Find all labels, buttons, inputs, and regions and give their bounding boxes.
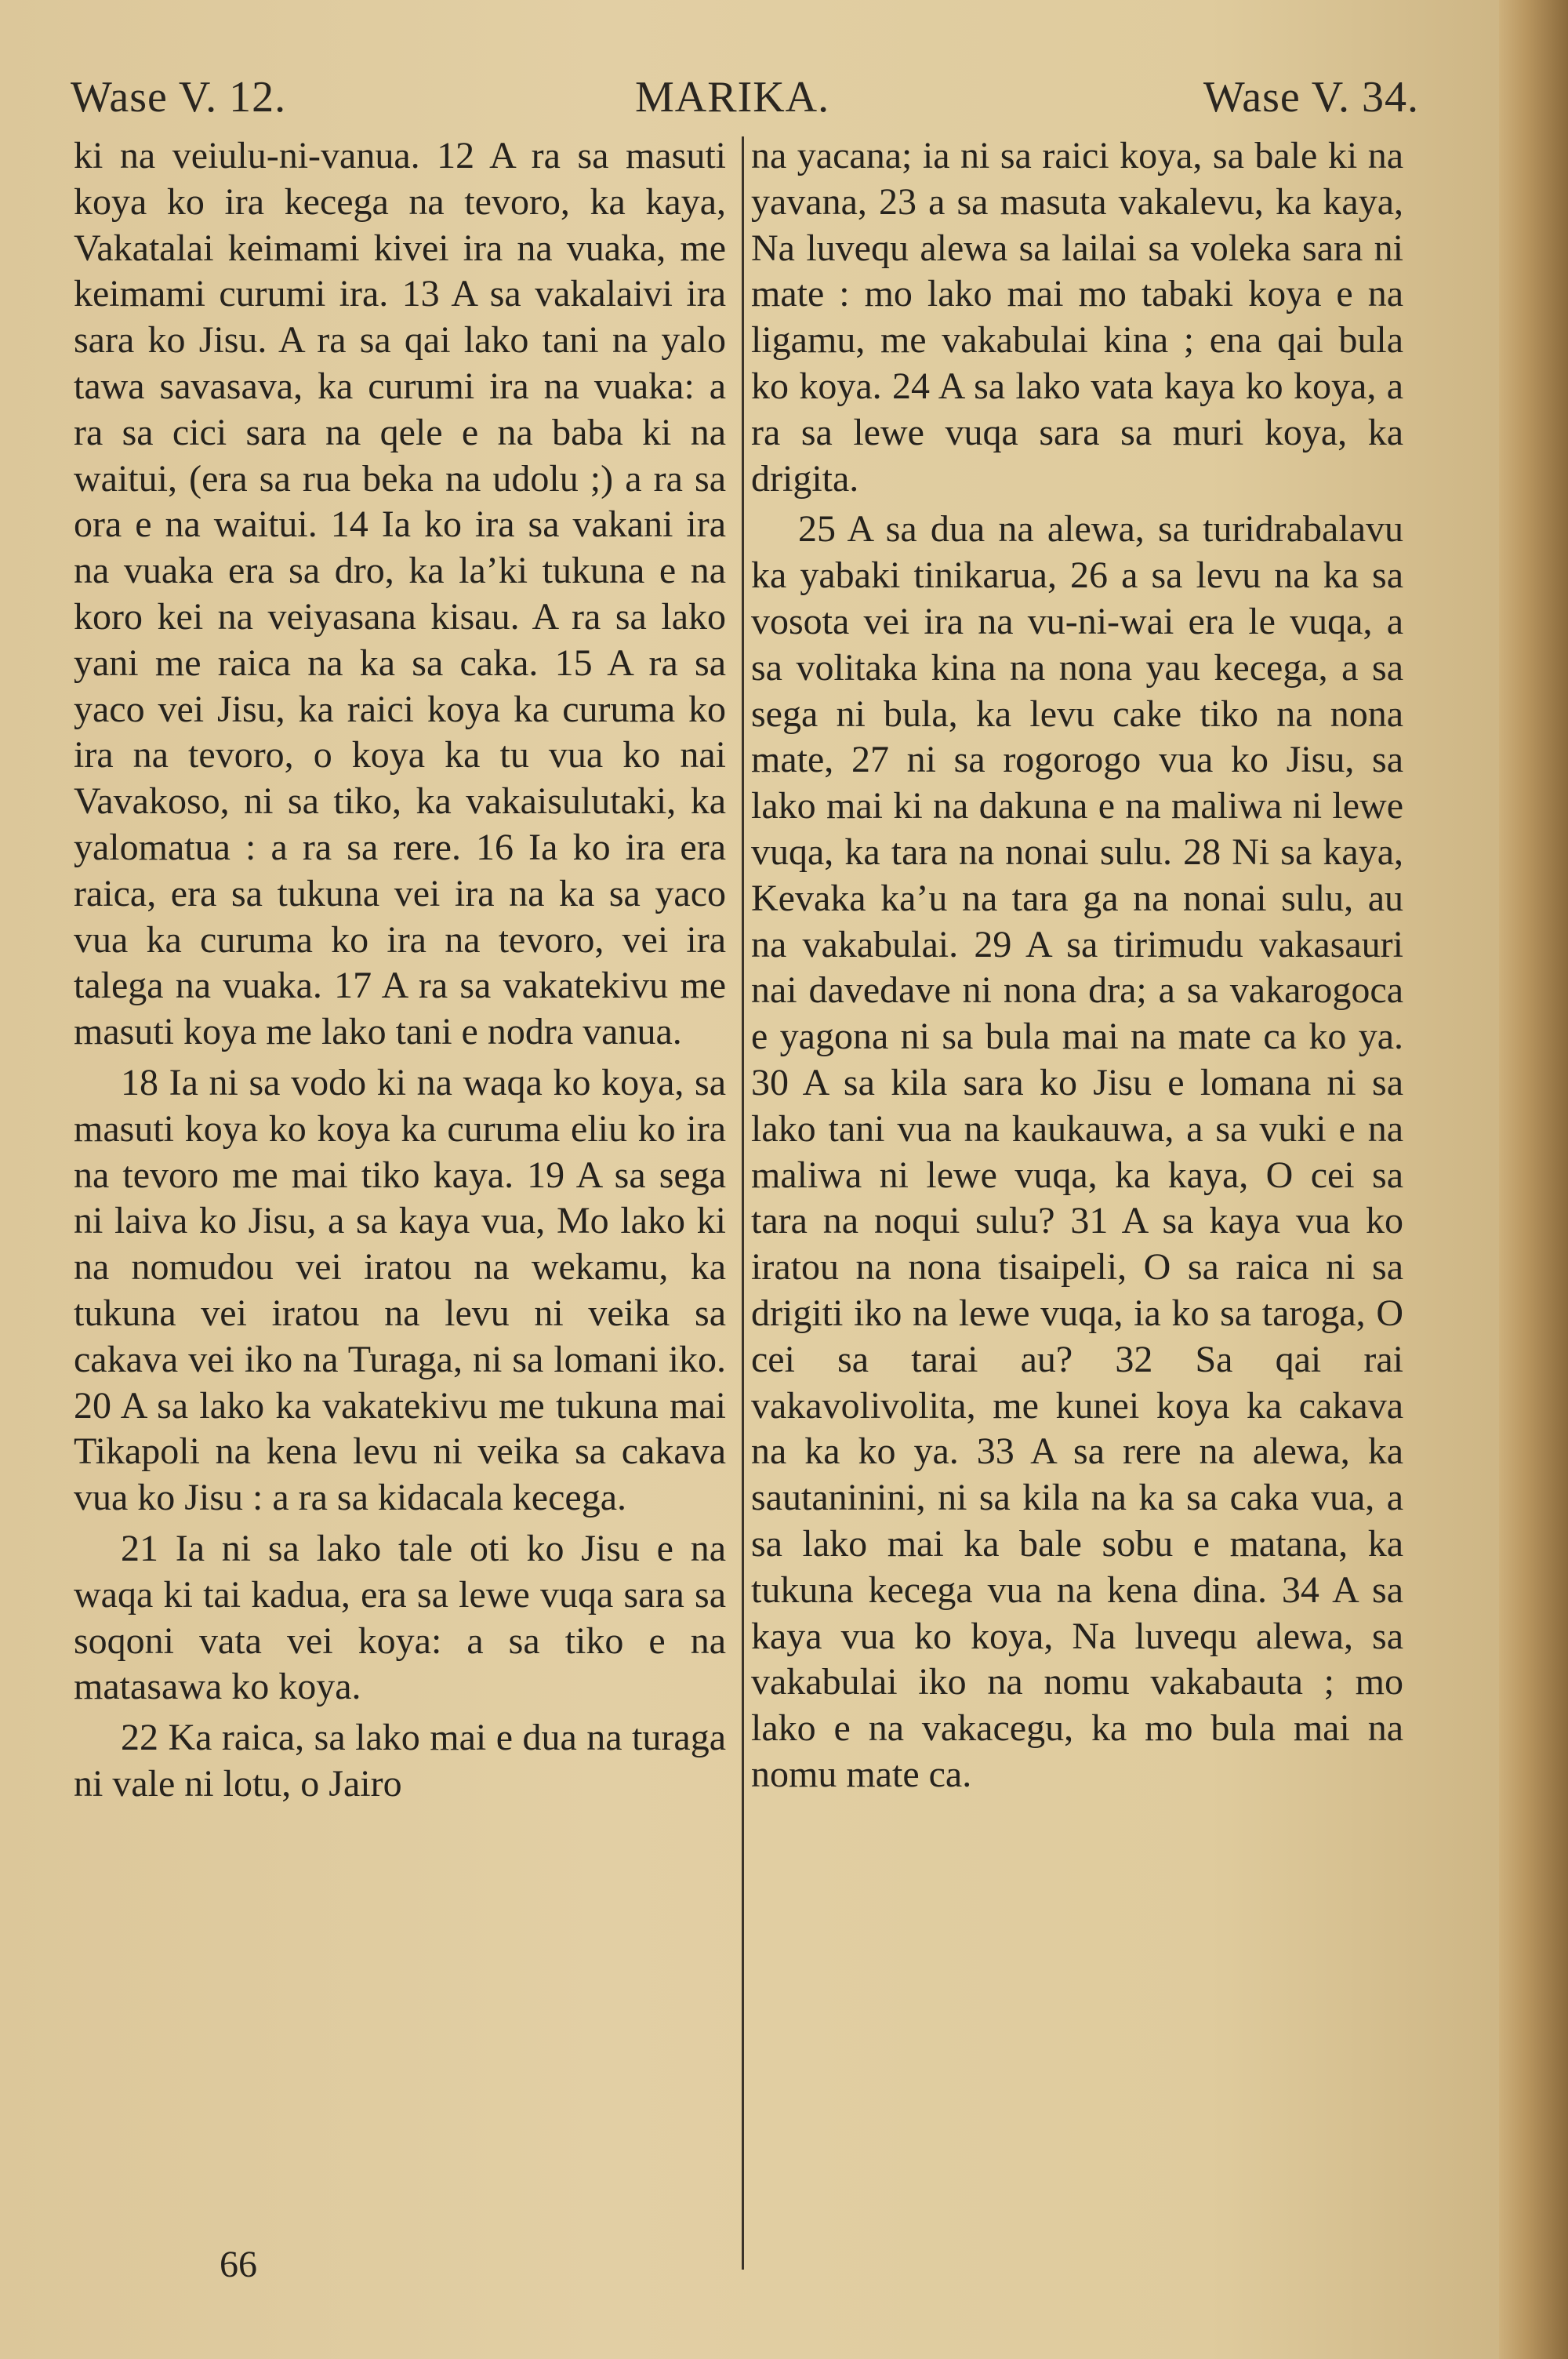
page-number: 66: [220, 2244, 257, 2285]
running-header: [71, 72, 1419, 127]
column-divider: [742, 136, 744, 2270]
left-column: [74, 133, 726, 1808]
paragraph: ki na veiulu-ni-vanua. 12 A ra sa masuti koya ko ira kecega na tevoro, ka kaya, Vakatalai keimami kivei ira na vuaka, me keimami curumi ira. 13 A sa vakalaivi ira sara ko Jisu. A ra sa qai lako tani na yalo tawa savasava, ka curumi ira na vuaka: a ra sa cici sara na qele e na baba ki na waitui, (era sa rua beka na udolu ;) a ra sa ora e na waitui. 14 Ia ko ira sa vakani ira na vuaka era sa dro, ka la’ki tukuna e na koro kei na veiyasana kisau. A ra sa lako yani me raica na ka sa caka. 15 A ra sa yaco vei Jisu, ka raici koya ka curuma ko ira na tevoro, o koya ka tu vua ko nai Vavakoso, ni sa tiko, ka vakaisulutaki, ka yalomatua : a ra sa rere. 16 Ia ko ira era raica, era sa tukuna vei ira na ka sa yaco vua ka curuma ko ira na tevoro, vei ira talega na vuaka. 17 A ra sa vakatekivu me masuti koya me lako tani e nodra vanua.: [74, 135, 726, 1053]
header-left: Wase V. 12.: [71, 73, 287, 122]
paragraph: 22 Ka raica, sa lako mai e dua na turaga ni vale ni lotu, o Jairo: [74, 1717, 726, 1805]
paragraph: 21 Ia ni sa lako tale oti ko Jisu e na waqa ki tai kadua, era sa lewe vuqa sara sa soqoni vata vei koya: a sa tiko e na matasawa ko koya.: [74, 1527, 726, 1708]
header-title: MARIKA.: [635, 73, 830, 122]
paragraph: 25 A sa dua na alewa, sa turidrabalavu ka yabaki tinikarua, 26 a sa levu na ka sa vosota vei ira na vu-ni-wai era le vuqa, a sa volitaka kina na nona yau kecega, a sa sega ni bula, ka levu cake tiko na nona mate, 27 ni sa rogorogo vua ko Jisu, sa lako mai ki na dakuna e na maliwa ni lewe vuqa, ka tara na nonai sulu. 28 Ni sa kaya, Kevaka ka’u na tara ga na nonai sulu, au na vakabulai. 29 A sa tirimudu vakasauri nai davedave ni nona dra; a sa vakarogoca e yagona ni sa bula mai na mate ca ko ya. 30 A sa kila sara ko Jisu e lomana ni sa lako tani vua na kaukauwa, a sa vuki e na maliwa ni lewe vuqa, ka kaya, O cei sa tara na noqui sulu? 31 A sa kaya vua ko iratou na nona tisaipeli, O sa raica ni sa drigiti iko na lewe vuqa, ia ko sa taroga, O cei sa tarai au? 32 Sa qai rai vakavolivolita, me kunei koya ka cakava na ka ko ya. 33 A sa rere na alewa, ka sautaninini, ni sa kila na ka sa caka vua, a sa lako mai ka bale sobu e matana, ka tukuna kecega vua na kena dina. 34 A sa kaya vua ko koya, Na luvequ alewa, sa vakabulai iko na nomu vakabauta ; mo lako e na vakacegu, ka mo bula mai na nomu mate ca.: [751, 508, 1403, 1795]
header-right: Wase V. 34.: [1203, 73, 1419, 122]
right-column: [751, 133, 1403, 1798]
adjacent-page-edge: [1499, 0, 1568, 2359]
paragraph: 18 Ia ni sa vodo ki na waqa ko koya, sa masuti koya ko koya ka curuma eliu ko ira na tevoro me mai tiko kaya. 19 A sa sega ni laiva ko Jisu, a sa kaya vua, Mo lako ki na nomudou vei iratou na wekamu, ka tukuna vei iratou na levu ni veika sa cakava vei iko na Turaga, ni sa lomani iko. 20 A sa lako ka vakatekivu me tukuna mai Tikapoli na kena levu ni veika sa cakava vua ko Jisu : a ra sa kidacala kecega.: [74, 1061, 726, 1519]
paragraph: na yacana; ia ni sa raici koya, sa bale ki na yavana, 23 a sa masuta vakalevu, ka kaya, Na luvequ alewa sa lailai sa voleka sara ni mate : mo lako mai mo tabaki koya e na ligamu, me vakabulai kina ; ena qai bula ko koya. 24 A sa lako vata kaya ko koya, a ra sa lewe vuqa sara sa muri koya, ka drigita.: [751, 135, 1403, 500]
